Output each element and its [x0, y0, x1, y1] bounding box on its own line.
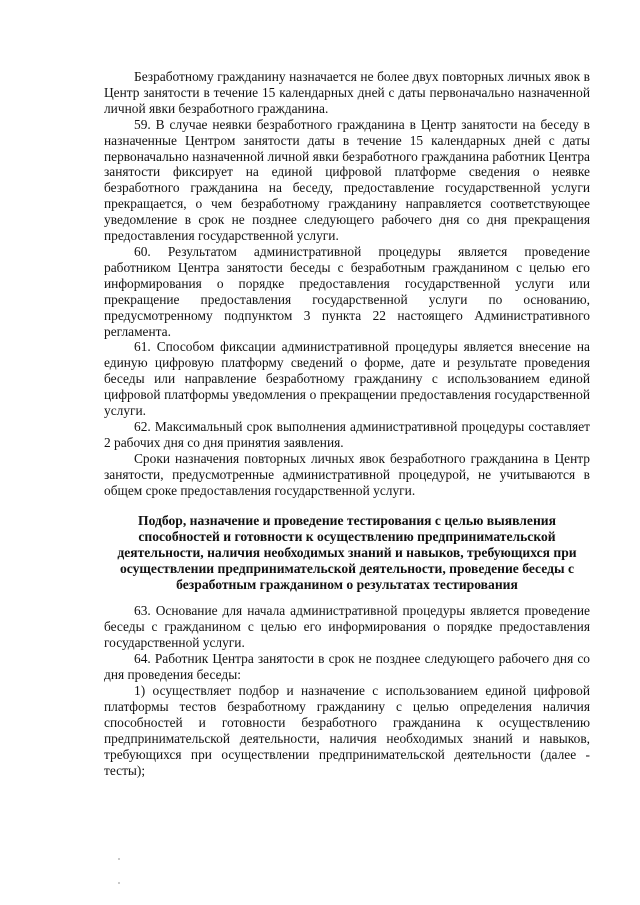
paragraph-repeat-visit-terms: Сроки назначения повторных личных явок безработного гражданина в Центр занятости, предусмотренные административной процедурой, не учитываются в общем сроке предоставления государственной услуги.	[104, 450, 590, 498]
paragraph-59: 59. В случае неявки безработного гражданина в Центр занятости на беседу в назначенные Центром занятости даты в течение 15 календарных дней с даты первоначально назначенной личной явки безработного гражданина работник Центра занятости фиксирует на единой цифровой платформе сведения о неявке безработного гражданина на беседу, предоставление государственной услуги прекращается, о чем безработному гражданину направляется соответствующее уведомление в срок не позднее следующего рабочего дня со дня прекращения предоставления государственной услуги.	[104, 116, 590, 244]
paragraph-62: 62. Максимальный срок выполнения административной процедуры составляет 2 рабочих дня со дня принятия заявления.	[104, 418, 590, 450]
paragraph-repeat-visits: Безработному гражданину назначается не более двух повторных личных явок в Центр занятости в течение 15 календарных дней с даты первоначально назначенной личной явки безработного гражданина.	[104, 69, 590, 116]
paragraph-61: 61. Способом фиксации административной процедуры является внесение на единую цифровую платформу сведений о форме, дате и результате проведения беседы или направление безработному гражданину с использованием единой цифровой платформы уведомления о прекращении предоставления государственной услуги.	[104, 339, 590, 419]
scan-speck	[118, 858, 120, 860]
paragraph-60: 60. Результатом административной процедуры является проведение работником Центра занятости беседы с безработным гражданином с целью его информирования о порядке предоставления государственной услуги или прекращение предоставления государственной услуги по основанию, предусмотренному подпунктом 3 пункта 22 настоящего Административного регламента.	[104, 243, 590, 339]
document-body	[104, 69, 590, 778]
paragraph-64-item-1: 1) осуществляет подбор и назначение с использованием единой цифровой платформы тестов безработному гражданину с целью определения наличия способностей и готовности безработного гражданина к осуществлению предпринимательской деятельности, наличия необходимых знаний и навыков, требующихся при осуществлении предпринимательской деятельности (далее - тесты);	[104, 683, 590, 778]
scan-speck	[118, 882, 120, 884]
paragraph-63: 63. Основание для начала административной процедуры является проведение беседы с гражданином с целью его информирования о порядке предоставления государственной услуги.	[104, 603, 590, 651]
paragraph-64: 64. Работник Центра занятости в срок не позднее следующего рабочего дня со дня проведения беседы:	[104, 651, 590, 683]
section-heading: Подбор, назначение и проведение тестирования с целью выявления способностей и готовности к осуществлению предпринимательской деятельности, наличия необходимых знаний и навыков, требующихся при осуществлении предпринимательской деятельности, проведение беседы с безработным гражданином о результатах тестирования	[117, 513, 577, 593]
